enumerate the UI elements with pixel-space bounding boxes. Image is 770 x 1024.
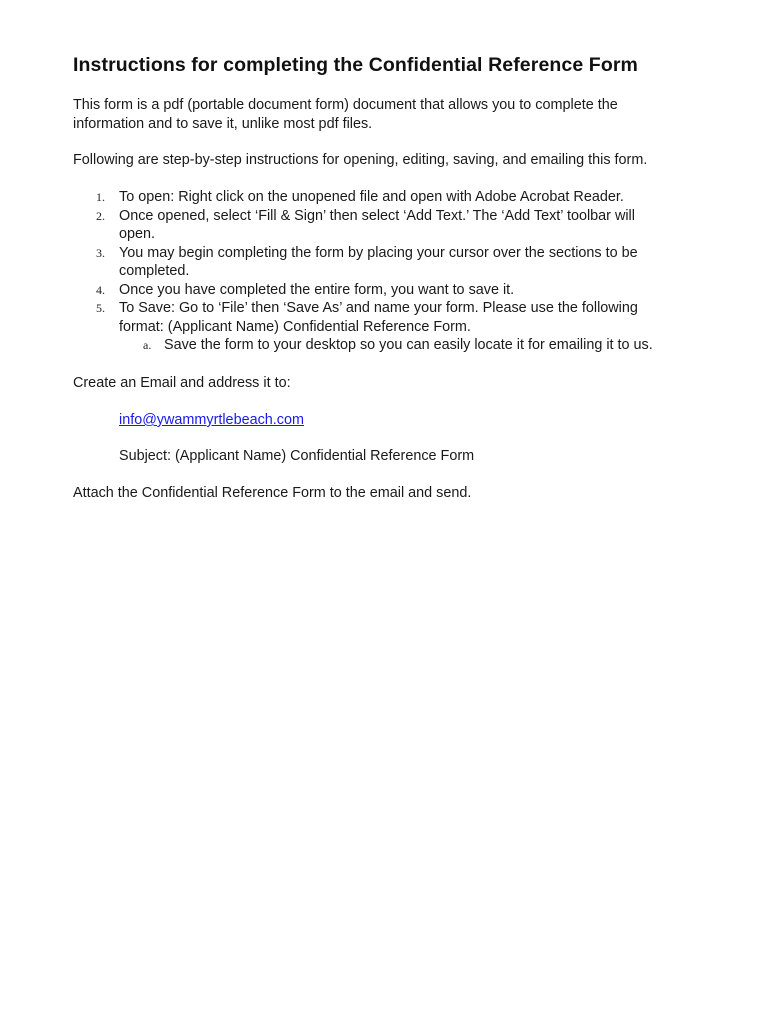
steps-intro: Following are step-by-step instructions for opening, editing, saving, and emailing this form. [73,152,648,168]
list-item-substep-a [73,336,653,355]
step-text-continued: open. [119,226,156,242]
step-text: To Save: Go to ‘File’ then ‘Save As’ and name your form. Please use the following [119,300,638,316]
list-item-step-5 [73,299,653,336]
page-title: Instructions for completing the Confidential Reference Form [73,54,638,76]
email-link[interactable]: info@ywammyrtlebeach.com [119,412,304,428]
list-item-step-2 [73,207,653,244]
step-text-continued: completed. [119,263,190,279]
list-number: 5. [96,301,105,315]
list-item-step-3 [73,244,653,281]
step-text: Once opened, select ‘Fill & Sign’ then select ‘Add Text.’ The ‘Add Text’ toolbar will [119,207,635,224]
list-number: 1. [96,190,105,204]
email-intro: Create an Email and address it to: [73,375,291,391]
intro-line-1: This form is a pdf (portable document form) document that allows you to complete the [73,97,618,113]
closing-instruction: Attach the Confidential Reference Form to the email and send. [73,485,472,501]
list-number: 3. [96,245,105,260]
email-address-line [119,411,304,430]
step-text: Once you have completed the entire form, you want to save it. [119,281,515,298]
list-item-step-4 [73,281,653,300]
substep-text: Save the form to your desktop so you can easily locate it for emailing it to us. [164,337,653,353]
list-item-step-1 [73,188,653,207]
step-text: To open: Right click on the unopened file and open with Adobe Acrobat Reader. [119,189,624,205]
list-number: 2. [96,208,105,223]
subject-line: Subject: (Applicant Name) Confidential Reference Form [119,448,475,464]
intro-line-2: information and to save it, unlike most pdf files. [73,116,373,132]
list-number: 4. [96,282,105,297]
steps-list [73,188,653,355]
list-letter: a. [143,338,152,352]
step-text: You may begin completing the form by placing your cursor over the sections to be [119,244,638,261]
step-text-continued: format: (Applicant Name) Confidential Reference Form. [119,318,471,335]
